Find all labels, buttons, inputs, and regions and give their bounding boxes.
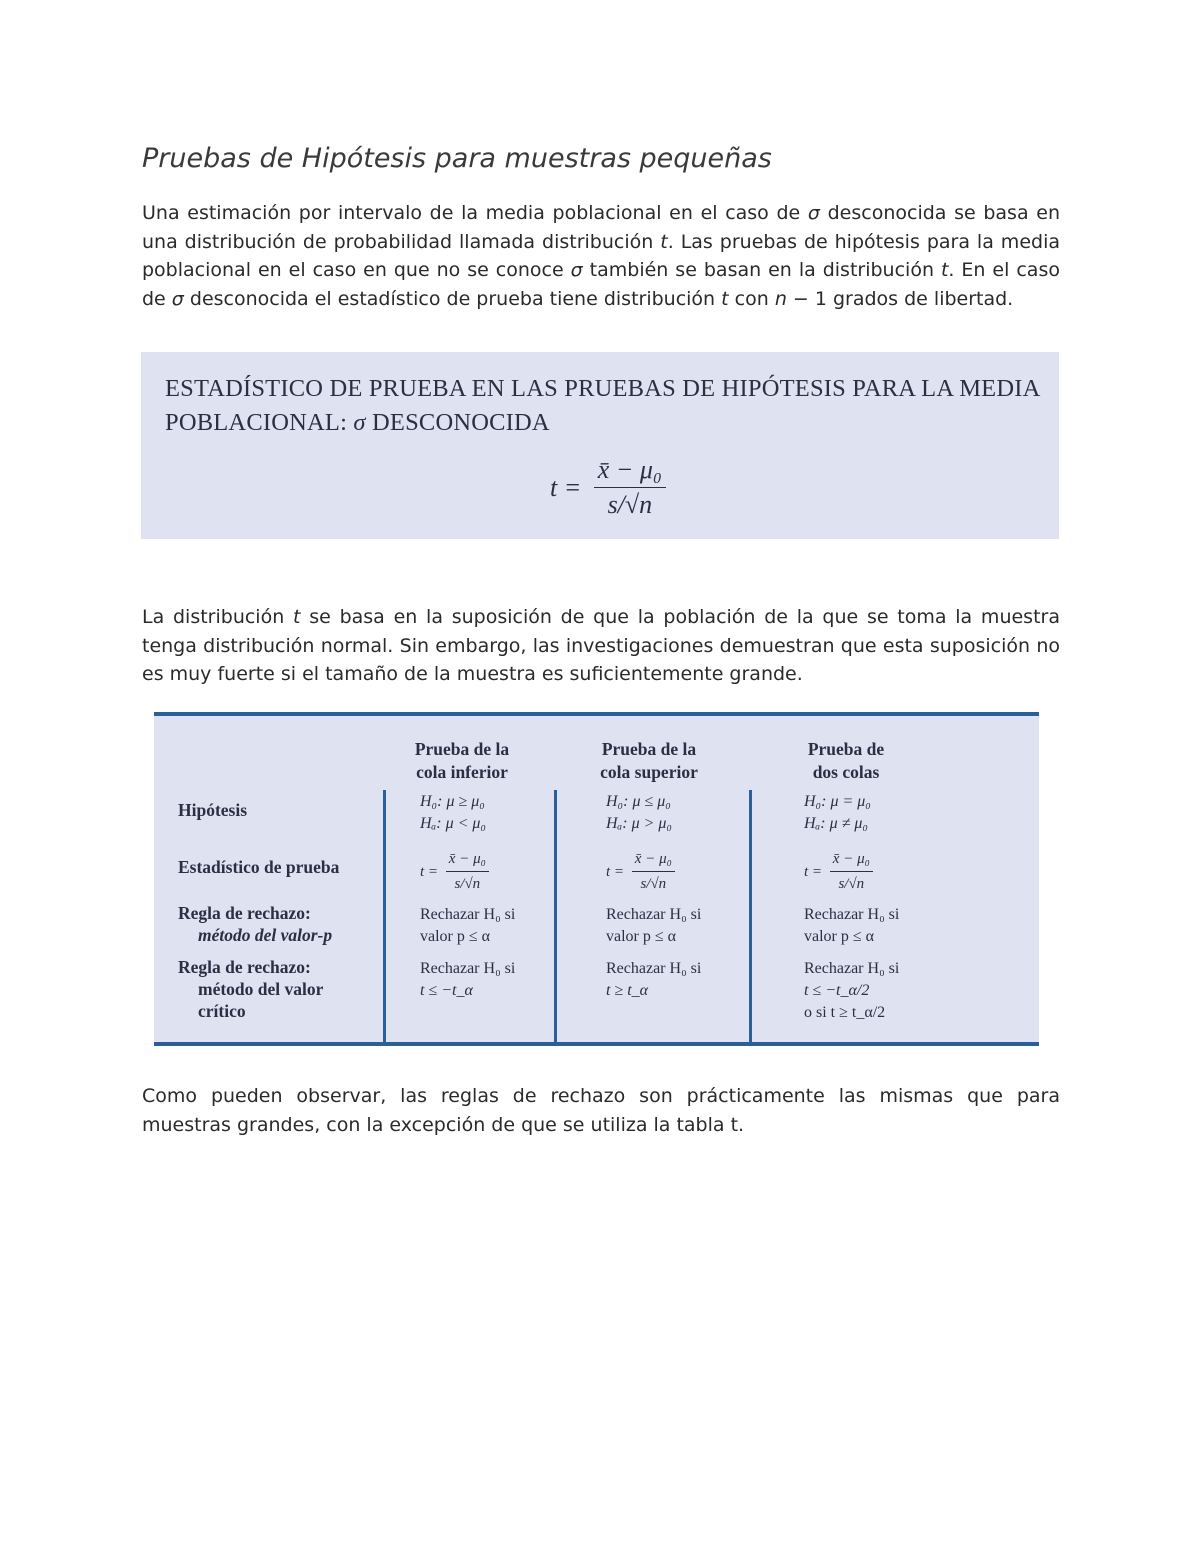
row-label-hypothesis: Hipótesis <box>178 800 248 820</box>
column-divider <box>383 790 386 1046</box>
formula-heading: ESTADÍSTICO DE PRUEBA EN LAS PRUEBAS DE HIPÓTESIS PARA LA MEDIA POBLACIONAL: σ DESCONOCIDA <box>165 375 1040 436</box>
hypothesis-table <box>154 712 1039 1046</box>
col-header-lower-tail: Prueba de la cola inferior <box>414 739 510 782</box>
paragraph-2: La distribución t se basa en la suposición de que la población de la que se toma la muestra tenga distribución normal. Sin embargo, las investigaciones demuestran que esta suposición no es muy fuerte si el tamaño de la muestra es suficientemente grande. <box>142 606 1060 685</box>
page-title: Pruebas de Hipótesis para muestras pequeñas <box>142 143 772 174</box>
statistic-cell: t = $\frac{\text{x̄ − μ₀}}{s/√n}$ <box>804 848 873 895</box>
paragraph-3: Como pueden observar, las reglas de rechazo son prácticamente las mismas que para muestras grandes, con la excepción de que se utiliza la tabla t. <box>142 1085 1060 1136</box>
critical-rule-cell: Rechazar H₀ si t ≥ t_α <box>606 960 702 999</box>
critical-rule-cell: Rechazar H₀ si t ≤ −t_α <box>420 960 516 999</box>
pvalue-rule-cell: Rechazar H₀ si valor p ≤ α <box>804 906 900 945</box>
statistic-cell: t = $\frac{\text{x̄ − μ₀}}{s/√n}$ <box>420 848 489 895</box>
formula-denominator: s/√n <box>607 490 653 519</box>
hypothesis-cell: H₀: μ ≤ μ₀ Hₐ: μ > μ₀ <box>606 793 672 832</box>
column-divider <box>749 790 752 1046</box>
t-statistic-formula: t = $\frac{\text{x̄ − μ₀}}{s/√n}$ <box>550 455 666 520</box>
col-header-upper-tail: Prueba de la cola superior <box>600 739 698 782</box>
hypothesis-cell: H₀: μ ≥ μ₀ Hₐ: μ < μ₀ <box>420 793 486 832</box>
row-label-critical-rule: Regla de rechazo: método del valor crítico <box>178 957 324 1021</box>
critical-rule-cell: Rechazar H₀ si t ≤ −t_α/2 o si t ≥ t_α/2 <box>804 960 900 1021</box>
pvalue-rule-cell: Rechazar H₀ si valor p ≤ α <box>420 906 516 945</box>
statistic-cell: t = $\frac{\text{x̄ − μ₀}}{s/√n}$ <box>606 848 675 895</box>
formula-numerator: x̄ − μ₀ <box>594 455 666 488</box>
row-label-pvalue-rule: Regla de rechazo: método del valor-p <box>178 903 333 945</box>
col-header-two-tail: Prueba de dos colas <box>807 739 885 782</box>
hypothesis-cell: H₀: μ = μ₀ Hₐ: μ ≠ μ₀ <box>804 793 871 832</box>
row-label-test-statistic: Estadístico de prueba <box>178 857 340 877</box>
intro-paragraph: Una estimación por intervalo de la media poblacional en el caso de σ desconocida se basa en una distribución de probabilidad llamada distribución t. Las pruebas de hipótesis para la media poblacional en el caso en que no se conoce σ también se basan en la distribución t. En el caso de σ desconocida el estadístico de prueba tiene distribución t con n − 1 grados de libertad. <box>142 202 1060 310</box>
pvalue-rule-cell: Rechazar H₀ si valor p ≤ α <box>606 906 702 945</box>
column-divider <box>554 790 557 1046</box>
